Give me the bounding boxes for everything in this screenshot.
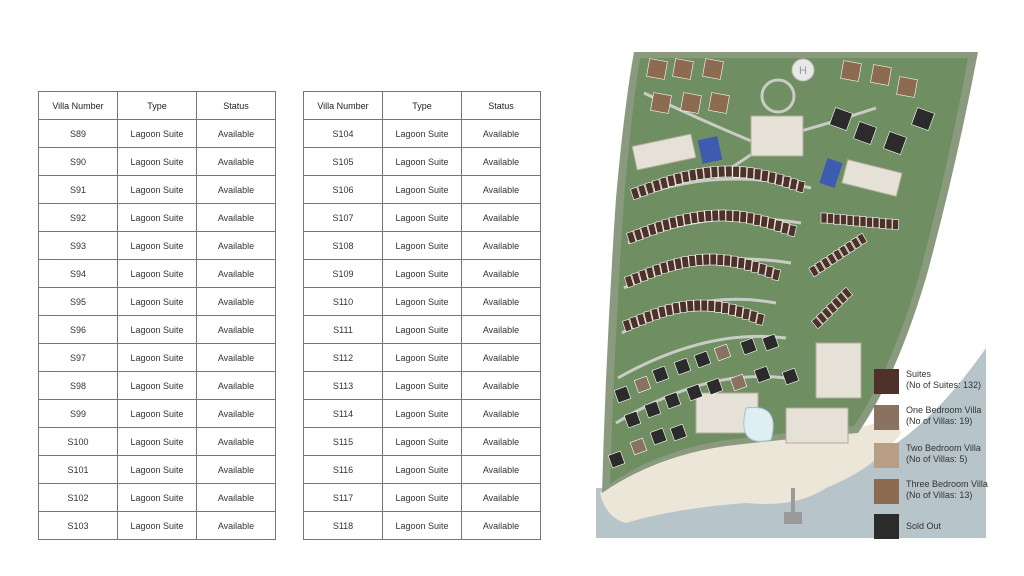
- status-cell: Available: [462, 120, 541, 148]
- type-cell: Lagoon Suite: [383, 484, 462, 512]
- table-row: [39, 232, 276, 260]
- villa-unit: [709, 93, 730, 114]
- legend-label: Three Bedroom Villa: [906, 479, 988, 489]
- table-row: [39, 372, 276, 400]
- status-cell: Available: [197, 120, 276, 148]
- legend-swatch-two-bedroom: [874, 443, 899, 468]
- villa-unit: [751, 261, 759, 273]
- status-cell: Available: [462, 316, 541, 344]
- status-cell: Available: [462, 484, 541, 512]
- villa-number-cell: S114: [304, 400, 383, 428]
- legend-count: (No of Villas: 13): [906, 490, 973, 500]
- legend-count: (No of Suites: 132): [906, 380, 982, 390]
- table-row: [304, 484, 541, 512]
- type-cell: Lagoon Suite: [118, 400, 197, 428]
- villa-number-cell: S110: [304, 288, 383, 316]
- villa-unit: [754, 169, 761, 180]
- legend-swatch-three-bedroom: [874, 479, 899, 504]
- status-cell: Available: [462, 232, 541, 260]
- status-cell: Available: [462, 400, 541, 428]
- status-cell: Available: [197, 176, 276, 204]
- villa-number-cell: S104: [304, 120, 383, 148]
- villa-unit: [893, 220, 899, 230]
- villa-unit: [690, 212, 698, 224]
- status-cell: Available: [197, 288, 276, 316]
- table-row: [304, 512, 541, 540]
- villa-unit: [667, 260, 675, 272]
- table-row: [39, 288, 276, 316]
- type-cell: Lagoon Suite: [383, 288, 462, 316]
- villa-number-cell: S111: [304, 316, 383, 344]
- villa-unit: [871, 65, 892, 86]
- legend-label: Two Bedroom Villa: [906, 443, 981, 453]
- villa-unit: [676, 215, 684, 227]
- villa-unit: [696, 168, 704, 180]
- villa-unit: [782, 176, 790, 188]
- villa-unit: [767, 218, 775, 230]
- type-cell: Lagoon Suite: [118, 148, 197, 176]
- villa-unit: [717, 254, 724, 265]
- villa-unit: [860, 217, 866, 227]
- table-header-row: [304, 92, 541, 120]
- table-row: [304, 400, 541, 428]
- header-status: Status: [197, 92, 276, 120]
- type-cell: Lagoon Suite: [383, 316, 462, 344]
- villa-unit: [718, 166, 725, 177]
- villa-number-cell: S109: [304, 260, 383, 288]
- status-cell: Available: [197, 400, 276, 428]
- table-row: [304, 428, 541, 456]
- status-cell: Available: [197, 260, 276, 288]
- table-row: [39, 204, 276, 232]
- villa-number-cell: S108: [304, 232, 383, 260]
- legend-count: (No of Villas: 5): [906, 454, 968, 464]
- villa-unit: [834, 214, 840, 224]
- main-pool: [744, 407, 773, 441]
- status-cell: Available: [197, 148, 276, 176]
- villa-number-cell: S98: [39, 372, 118, 400]
- villa-unit: [768, 172, 776, 184]
- villa-unit: [747, 213, 754, 224]
- villa-unit: [682, 171, 690, 183]
- type-cell: Lagoon Suite: [118, 428, 197, 456]
- villa-unit: [679, 301, 687, 313]
- villa-number-cell: S103: [39, 512, 118, 540]
- type-cell: Lagoon Suite: [383, 512, 462, 540]
- type-cell: Lagoon Suite: [383, 148, 462, 176]
- status-cell: Available: [462, 344, 541, 372]
- villa-number-cell: S99: [39, 400, 118, 428]
- type-cell: Lagoon Suite: [383, 428, 462, 456]
- table-header-row: [39, 92, 276, 120]
- villa-unit: [841, 215, 847, 225]
- table-row: [304, 260, 541, 288]
- villa-unit: [710, 254, 717, 265]
- table-row: [39, 512, 276, 540]
- villa-unit: [694, 300, 701, 311]
- legend-label: One Bedroom Villa: [906, 405, 982, 415]
- header-type: Type: [118, 92, 197, 120]
- villa-unit: [726, 210, 733, 221]
- villa-unit: [738, 257, 745, 269]
- villa-number-cell: S95: [39, 288, 118, 316]
- villa-unit: [753, 214, 761, 226]
- villa-unit: [758, 263, 766, 275]
- table-row: [304, 316, 541, 344]
- table-row: [304, 344, 541, 372]
- header-type: Type: [383, 92, 462, 120]
- table-row: [39, 176, 276, 204]
- status-cell: Available: [197, 232, 276, 260]
- villa-unit: [728, 304, 736, 316]
- type-cell: Lagoon Suite: [118, 484, 197, 512]
- villa-unit: [689, 255, 696, 267]
- header-status: Status: [462, 92, 541, 120]
- villa-unit: [722, 302, 729, 313]
- villa-unit: [747, 168, 754, 179]
- villa-unit: [847, 215, 853, 225]
- status-cell: Available: [462, 176, 541, 204]
- villa-unit: [681, 256, 689, 268]
- villa-number-cell: S92: [39, 204, 118, 232]
- table-row: [304, 288, 541, 316]
- villa-unit: [731, 256, 738, 267]
- villa-unit: [841, 61, 862, 82]
- villa-unit: [703, 254, 710, 265]
- type-cell: Lagoon Suite: [118, 456, 197, 484]
- villa-unit: [760, 216, 768, 228]
- header-villa-number: Villa Number: [304, 92, 383, 120]
- main-building: [751, 116, 803, 156]
- type-cell: Lagoon Suite: [118, 512, 197, 540]
- villa-unit: [687, 300, 694, 311]
- villa-unit: [724, 255, 731, 266]
- villa-unit: [742, 308, 750, 320]
- header-villa-number: Villa Number: [39, 92, 118, 120]
- status-cell: Available: [462, 260, 541, 288]
- villa-number-cell: S101: [39, 456, 118, 484]
- villa-number-cell: S115: [304, 428, 383, 456]
- villa-number-cell: S93: [39, 232, 118, 260]
- villa-unit: [715, 301, 722, 312]
- villa-number-cell: S106: [304, 176, 383, 204]
- villa-unit: [740, 212, 747, 223]
- villa-number-cell: S105: [304, 148, 383, 176]
- type-cell: Lagoon Suite: [118, 372, 197, 400]
- table-row: [39, 148, 276, 176]
- table-row: [39, 344, 276, 372]
- villa-unit: [744, 259, 752, 271]
- villa-unit: [703, 59, 724, 80]
- legend-label: Sold Out: [906, 521, 942, 531]
- legend-swatch-one-bedroom: [874, 405, 899, 430]
- status-cell: Available: [197, 484, 276, 512]
- villa-unit: [647, 59, 668, 80]
- villa-unit: [854, 216, 860, 226]
- legend-swatch-sold-out: [874, 514, 899, 539]
- villa-unit: [886, 219, 892, 229]
- status-cell: Available: [462, 512, 541, 540]
- villa-number-cell: S117: [304, 484, 383, 512]
- villa-unit: [704, 167, 711, 179]
- type-cell: Lagoon Suite: [118, 316, 197, 344]
- table-row: [304, 148, 541, 176]
- villa-unit: [712, 210, 719, 221]
- status-cell: Available: [462, 372, 541, 400]
- villa-unit: [701, 300, 708, 311]
- type-cell: Lagoon Suite: [118, 288, 197, 316]
- status-cell: Available: [462, 148, 541, 176]
- table-row: [304, 204, 541, 232]
- table-row: [39, 316, 276, 344]
- type-cell: Lagoon Suite: [383, 400, 462, 428]
- villa-number-cell: S116: [304, 456, 383, 484]
- legend-label: Suites: [906, 369, 932, 379]
- villa-number-cell: S102: [39, 484, 118, 512]
- type-cell: Lagoon Suite: [118, 176, 197, 204]
- villa-unit: [726, 166, 733, 177]
- status-cell: Available: [462, 428, 541, 456]
- type-cell: Lagoon Suite: [383, 456, 462, 484]
- villa-number-cell: S89: [39, 120, 118, 148]
- villa-unit: [897, 77, 918, 98]
- jetty: [791, 488, 795, 514]
- villa-unit: [873, 218, 879, 228]
- villa-number-cell: S112: [304, 344, 383, 372]
- villa-unit: [672, 302, 680, 314]
- villa-number-cell: S97: [39, 344, 118, 372]
- status-cell: Available: [197, 456, 276, 484]
- status-cell: Available: [197, 344, 276, 372]
- villa-number-cell: S118: [304, 512, 383, 540]
- table-row: [304, 372, 541, 400]
- villa-unit: [828, 214, 834, 224]
- villa-unit: [880, 218, 886, 228]
- legend-count: (No of Villas: 19): [906, 416, 973, 426]
- spa-building: [816, 343, 861, 398]
- type-cell: Lagoon Suite: [383, 344, 462, 372]
- beach-club-building: [786, 408, 848, 443]
- villa-table-left: [38, 91, 276, 540]
- villa-table-right: [303, 91, 541, 540]
- type-cell: Lagoon Suite: [383, 260, 462, 288]
- villa-number-cell: S100: [39, 428, 118, 456]
- villa-unit: [683, 213, 691, 225]
- villa-unit: [867, 217, 873, 227]
- villa-unit: [775, 174, 783, 186]
- type-cell: Lagoon Suite: [383, 120, 462, 148]
- villa-unit: [719, 210, 726, 221]
- villa-unit: [821, 213, 827, 223]
- villa-number-cell: S113: [304, 372, 383, 400]
- table-row: [304, 232, 541, 260]
- status-cell: Available: [462, 288, 541, 316]
- villa-unit: [735, 306, 743, 318]
- status-cell: Available: [197, 512, 276, 540]
- table-row: [39, 428, 276, 456]
- villa-number-cell: S96: [39, 316, 118, 344]
- villa-number-cell: S90: [39, 148, 118, 176]
- table-row: [39, 120, 276, 148]
- villa-unit: [761, 170, 769, 182]
- status-cell: Available: [462, 204, 541, 232]
- table-row: [39, 400, 276, 428]
- status-cell: Available: [462, 456, 541, 484]
- villa-number-cell: S91: [39, 176, 118, 204]
- villa-unit: [665, 304, 673, 316]
- villa-number-cell: S94: [39, 260, 118, 288]
- table-row: [39, 456, 276, 484]
- villa-unit: [696, 254, 703, 265]
- villa-unit: [673, 59, 694, 80]
- type-cell: Lagoon Suite: [118, 204, 197, 232]
- type-cell: Lagoon Suite: [383, 176, 462, 204]
- table-row: [304, 456, 541, 484]
- type-cell: Lagoon Suite: [118, 260, 197, 288]
- type-cell: Lagoon Suite: [118, 232, 197, 260]
- villa-unit: [733, 166, 740, 177]
- legend-swatch-suites: [874, 369, 899, 394]
- villa-unit: [689, 169, 697, 181]
- type-cell: Lagoon Suite: [383, 372, 462, 400]
- status-cell: Available: [197, 204, 276, 232]
- table-row: [39, 484, 276, 512]
- jetty-deck: [784, 512, 802, 524]
- type-cell: Lagoon Suite: [383, 232, 462, 260]
- villa-unit: [740, 167, 747, 178]
- villa-unit: [708, 300, 715, 311]
- villa-unit: [681, 93, 702, 114]
- villa-unit: [705, 210, 712, 221]
- villa-unit: [774, 220, 782, 232]
- table-row: [39, 260, 276, 288]
- type-cell: Lagoon Suite: [383, 204, 462, 232]
- table-row: [304, 176, 541, 204]
- helipad-label: H: [799, 65, 807, 77]
- type-cell: Lagoon Suite: [118, 120, 197, 148]
- table-row: [304, 120, 541, 148]
- status-cell: Available: [197, 428, 276, 456]
- villa-unit: [651, 93, 672, 114]
- villa-unit: [698, 211, 705, 223]
- status-cell: Available: [197, 316, 276, 344]
- villa-unit: [733, 211, 740, 222]
- villa-unit: [674, 258, 682, 270]
- status-cell: Available: [197, 372, 276, 400]
- villa-number-cell: S107: [304, 204, 383, 232]
- villa-unit: [711, 166, 718, 177]
- type-cell: Lagoon Suite: [118, 344, 197, 372]
